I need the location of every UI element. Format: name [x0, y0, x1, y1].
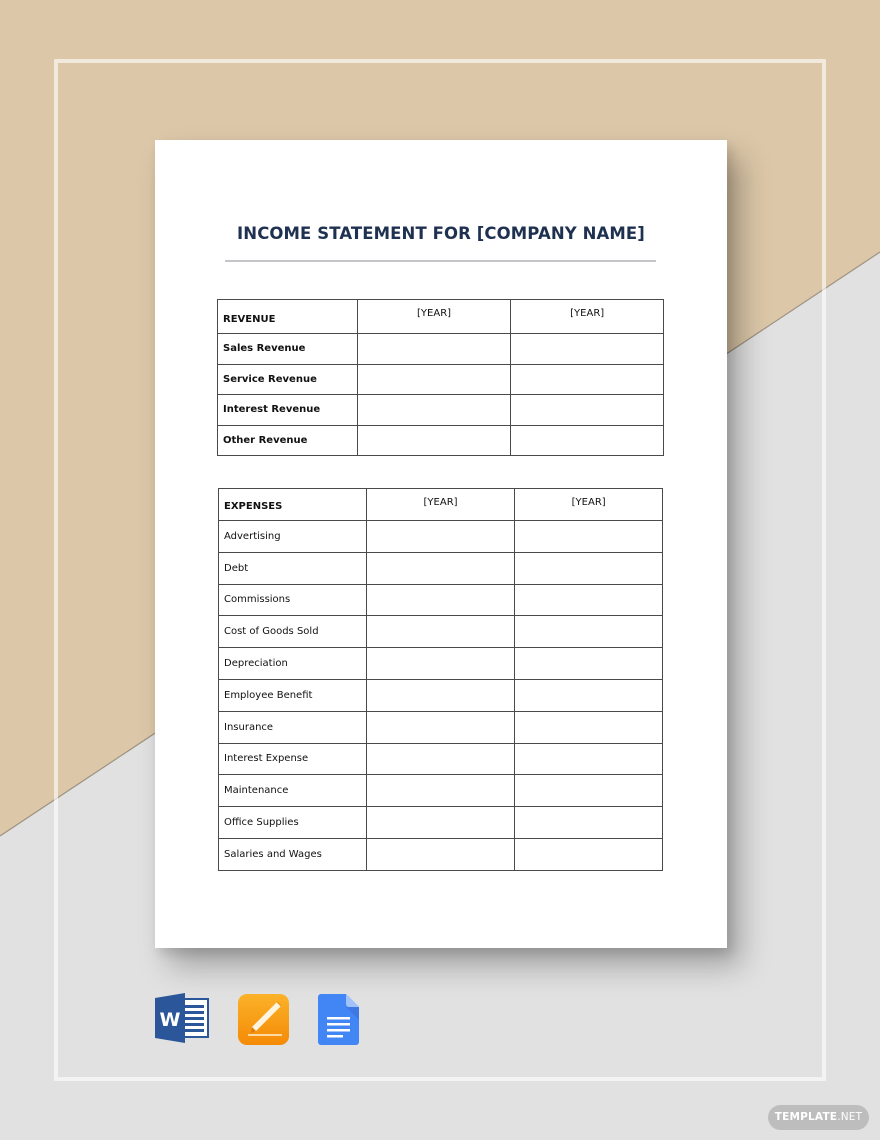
svg-text:W: W	[159, 1009, 181, 1031]
value-cell[interactable]	[357, 395, 511, 426]
table-row	[219, 807, 663, 839]
row-label: Debt	[219, 552, 367, 584]
row-label: Employee Benefit	[219, 679, 367, 711]
apple-pages-icon[interactable]	[238, 994, 289, 1045]
table-row	[218, 395, 664, 426]
table-row	[219, 648, 663, 680]
row-label: Depreciation	[219, 648, 367, 680]
value-cell[interactable]	[515, 807, 663, 839]
row-label: Office Supplies	[219, 807, 367, 839]
value-cell[interactable]	[366, 743, 515, 775]
row-label: Insurance	[219, 711, 367, 743]
table-row	[219, 616, 663, 648]
value-cell[interactable]	[366, 552, 515, 584]
table-row	[219, 521, 663, 553]
table-row	[219, 679, 663, 711]
value-cell[interactable]	[366, 775, 515, 807]
expenses-header: EXPENSES	[219, 489, 367, 521]
row-label: Maintenance	[219, 775, 367, 807]
value-cell[interactable]	[366, 648, 515, 680]
value-cell[interactable]	[366, 838, 515, 870]
value-cell[interactable]	[515, 711, 663, 743]
value-cell[interactable]	[357, 334, 511, 365]
value-cell[interactable]	[515, 648, 663, 680]
row-label: Salaries and Wages	[219, 838, 367, 870]
value-cell[interactable]	[366, 521, 515, 553]
watermark-regular: .NET	[837, 1111, 863, 1123]
watermark-bold: TEMPLATE	[774, 1111, 838, 1123]
google-docs-icon[interactable]	[318, 994, 359, 1045]
revenue-table	[217, 299, 664, 456]
table-row	[218, 364, 664, 395]
expenses-table	[218, 488, 663, 871]
template-net-watermark	[768, 1105, 869, 1130]
microsoft-word-icon[interactable]	[155, 993, 209, 1043]
value-cell[interactable]	[515, 616, 663, 648]
revenue-header: REVENUE	[218, 300, 358, 334]
title-divider	[225, 260, 656, 262]
row-label: Advertising	[219, 521, 367, 553]
value-cell[interactable]	[366, 616, 515, 648]
table-row	[219, 584, 663, 616]
value-cell[interactable]	[515, 552, 663, 584]
value-cell[interactable]	[515, 584, 663, 616]
value-cell[interactable]	[515, 743, 663, 775]
value-cell[interactable]	[357, 425, 511, 456]
value-cell[interactable]	[511, 364, 664, 395]
value-cell[interactable]	[366, 807, 515, 839]
table-row	[218, 425, 664, 456]
table-row	[219, 711, 663, 743]
row-label: Cost of Goods Sold	[219, 616, 367, 648]
table-row	[218, 334, 664, 365]
table-row	[219, 838, 663, 870]
year-header: [YEAR]	[515, 489, 663, 521]
year-header: [YEAR]	[357, 300, 511, 334]
year-header: [YEAR]	[511, 300, 664, 334]
value-cell[interactable]	[515, 838, 663, 870]
row-label: Other Revenue	[218, 425, 358, 456]
row-label: Interest Revenue	[218, 395, 358, 426]
value-cell[interactable]	[357, 364, 511, 395]
table-row	[219, 743, 663, 775]
value-cell[interactable]	[366, 711, 515, 743]
table-header-row	[219, 489, 663, 521]
row-label: Sales Revenue	[218, 334, 358, 365]
row-label: Service Revenue	[218, 364, 358, 395]
value-cell[interactable]	[511, 425, 664, 456]
table-header-row	[218, 300, 664, 334]
value-cell[interactable]	[515, 775, 663, 807]
value-cell[interactable]	[515, 521, 663, 553]
row-label: Commissions	[219, 584, 367, 616]
value-cell[interactable]	[515, 679, 663, 711]
row-label: Interest Expense	[219, 743, 367, 775]
document-page	[155, 140, 727, 948]
table-row	[219, 775, 663, 807]
value-cell[interactable]	[511, 395, 664, 426]
value-cell[interactable]	[366, 679, 515, 711]
document-title: INCOME STATEMENT FOR [COMPANY NAME]	[237, 224, 645, 243]
value-cell[interactable]	[511, 334, 664, 365]
year-header: [YEAR]	[366, 489, 515, 521]
table-row	[219, 552, 663, 584]
value-cell[interactable]	[366, 584, 515, 616]
